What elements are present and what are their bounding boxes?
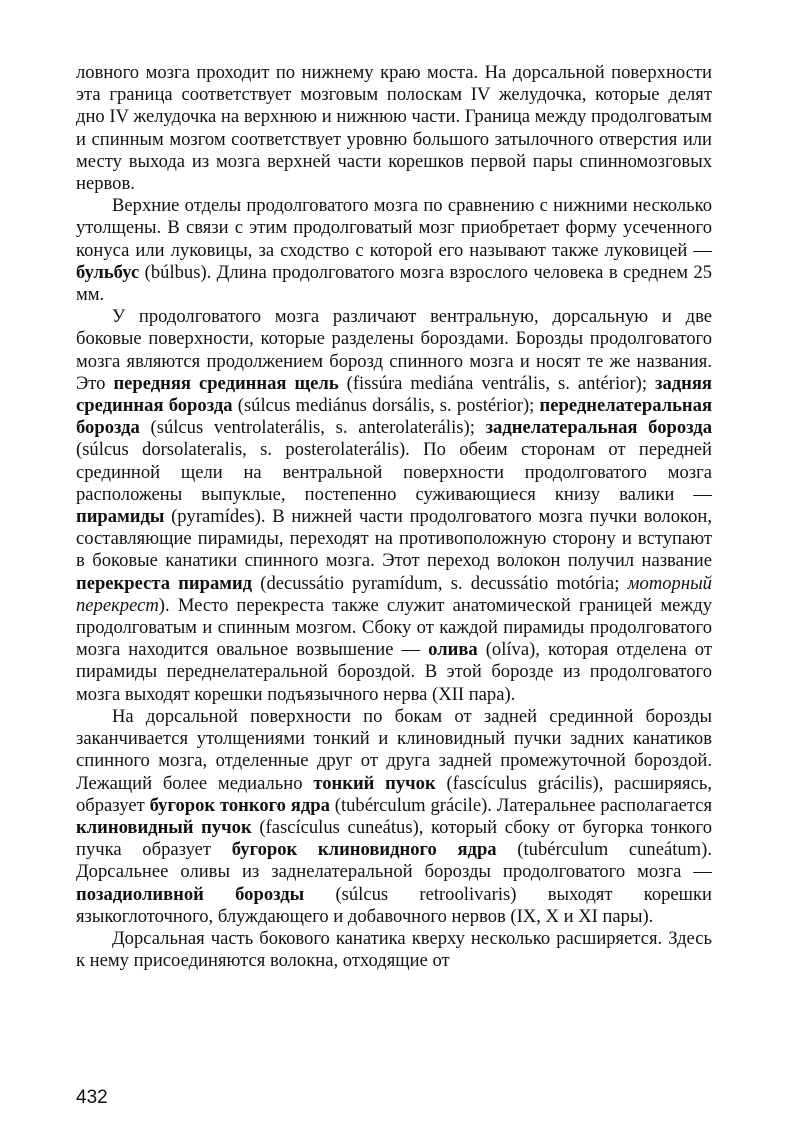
text-run: (súlcus retroolivaris) выходят корешки языкоглоточного, блуждающего и добавочного нервов (IX, X и XI пары). — [76, 883, 712, 927]
text-run: (súlcus dorsolateralis, s. posterolaterális). По обеим сторонам от передней срединной щели на вентральной поверхности продолговатого мозга расположены выпуклые, постепенно суживающиеся книзу валики — — [76, 439, 712, 505]
text-run: (súlcus ventrolaterális, s. anterolaterális); — [139, 417, 486, 439]
page-number: 432 — [76, 1087, 108, 1108]
bold-term: бугорок клиновидного ядра — [231, 839, 497, 861]
page-body — [76, 62, 712, 972]
text-run: (fascículus cuneátus), который сбоку от бугорка тонкого пучка образует — [76, 816, 712, 861]
text-run: У продолговатого мозга различают вентральную, дорсальную и две боковые поверхности, которые разделены бороздами. Борозды продолговатого мозга являются продолжением борозд спинного мозга и носят те же названия. Это — [76, 306, 712, 394]
paragraph-4 — [76, 706, 712, 928]
paragraph-5 — [76, 928, 712, 972]
text-run: ). Место перекреста также служит анатомической границей между продолговатым и спинным мозгом. Сбоку от каждой пирамиды продолговатого мозга находится овальное возвышение — — [76, 594, 712, 661]
bold-term: бугорок тонкого ядра — [149, 794, 330, 816]
bold-term: позадиоливной борозды — [76, 883, 305, 905]
text-run: Дорсальная часть бокового канатика кверху несколько расширяется. Здесь к нему присоединяются волокна, отходящие от — [76, 927, 712, 972]
paragraph-3 — [76, 306, 712, 706]
bold-term: тонкий пучок — [313, 772, 436, 794]
text-run: (pyramídes). В нижней части продолговатого мозга пучки волокон, составляющие пирамиды, переходят на противоположную сторону и вступают в боковые канатики спинного мозга. Этот переход волокон получил название — [76, 506, 712, 572]
bold-term: олива — [428, 639, 478, 661]
text-run: (súlcus mediánus dorsális, s. postérior); — [232, 395, 540, 417]
bold-term: бульбус — [76, 261, 140, 283]
text-run: ловного мозга проходит по нижнему краю моста. На дорсальной поверхности эта граница соответствует мозговым полоскам IV желудочка, которые делят дно IV желудочка на верхнюю и нижнюю части. Граница между продолговатым и спинным мозгом соответствует уровню большого затылочного отверстия или месту выхода из мозга верхней части корешков первой пары спинномозговых нервов. — [76, 62, 712, 195]
bold-term: перекреста пирамид — [76, 572, 253, 594]
bold-term: переднелатеральная борозда — [76, 395, 713, 439]
text-run: (tubérculum grácile). Латеральнее располагается — [329, 794, 713, 816]
bold-term: задняя срединная борозда — [76, 372, 712, 417]
paragraph-2 — [76, 195, 712, 306]
text-run: (fascículus grácilis), расширяясь, образует — [76, 772, 712, 816]
italic-term: моторный перекрест — [76, 572, 712, 616]
text-run: (búlbus). Длина продолговатого мозга взрослого человека в среднем 25 мм. — [76, 261, 712, 306]
text-run: (tubérculum cuneátum). Дорсальнее оливы из заднелатеральной борозды продолговатого мозга — — [76, 839, 712, 883]
text-run: (decussátio pyramídum, s. decussátio motória; — [252, 572, 628, 594]
bold-term: передняя срединная щель — [113, 372, 339, 394]
bold-term: пирамиды — [76, 506, 165, 528]
text-run: Верхние отделы продолговатого мозга по сравнению с нижними несколько утолщены. В связи с этим продолговатый мозг приобретает форму усеченного конуса или луковицы, за сходство с которой его называют также луковицей — — [76, 195, 712, 261]
bold-term: заднелатеральная борозда — [485, 417, 712, 439]
paragraph-1 — [76, 62, 712, 195]
text-run: (olíva), которая отделена от пирамиды переднелатеральной бороздой. В этой борозде из продолговатого мозга выходят корешки подъязычного нерва (XII пара). — [76, 639, 712, 705]
text-run: На дорсальной поверхности по бокам от задней срединной борозды заканчивается утолщениями тонкий и клиновидный пучки задних канатиков спинного мозга, отделенные друг от друга задней промежуточной бороздой. Лежащий более медиально — [76, 705, 712, 794]
text-run: (fissúra mediána ventrális, s. antérior); — [338, 372, 655, 394]
bold-term: клиновидный пучок — [76, 816, 252, 838]
